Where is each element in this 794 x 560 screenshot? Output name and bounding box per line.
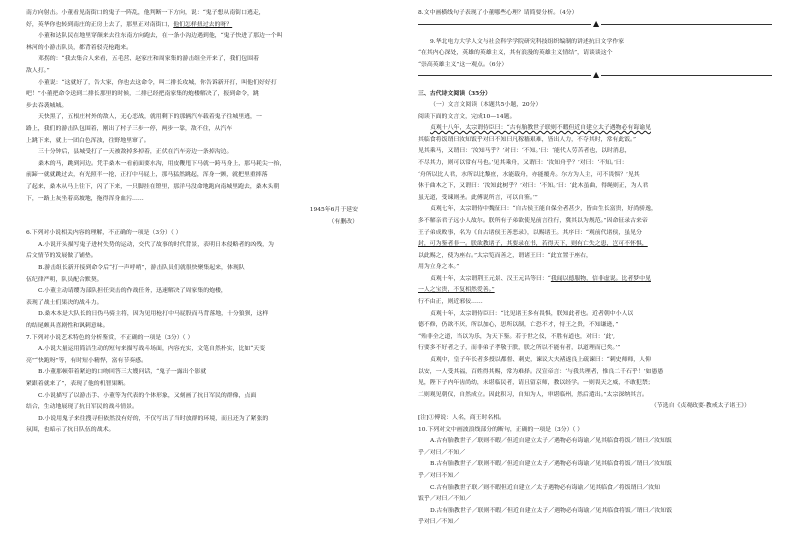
option-10b[interactable]: B.古有胎教世子／联则不暇／但近自建立太子／遇物必有诲谕／见其临食将饭／谓曰／汝知饭 [430, 461, 672, 468]
option-6b: 伍纪律严明，队员配合默契。 [26, 276, 103, 283]
edited-note: （有删改） [328, 218, 358, 225]
option-7c: 结合，生动地展现了抗日军民的战斗情景。 [26, 404, 138, 411]
answer-separator [418, 71, 772, 80]
story-date: 1945年6月于延安 [309, 207, 358, 214]
story-line: 三十分钟后，县城受打了一天被敌掉多掉着，正伏在汽车旁边一条掉沟边。 [38, 149, 233, 156]
story-line: 路上，我们的游击队包围着，刚出了村子三步一停，两步一靠，敌不住，从汽车 [26, 125, 233, 132]
underlined-sentence: 我闻以德服物，信非虚说。比者梦中见 [550, 275, 651, 282]
classical-line: 用为立身之本。” [418, 264, 460, 271]
section-heading: 三、古代诗文阅读（35分） [418, 90, 491, 98]
classical-line: 贞观十八年，太宗谓侍臣曰：“古有胎教世子联则不暇但近自建立太子遇物必有诲谕见 [430, 125, 651, 132]
option-7a[interactable]: A.小说大量运用简洁生动的短句来描写战斗场面，内容充实，文笔自然朴实，比如“天变 [38, 346, 266, 353]
question-6: 6.下列对小说相关内容的理解，不正确的一项是（3分）（ ） [26, 230, 182, 237]
story-line: 好，英华你也转到南庄的正房上去了，那里正对南街口，他们怎样扭过去的呀？ [26, 21, 233, 28]
classical-line: 见其乘马，又谓曰：‘汝知马乎？’对曰：‘不知。’曰：‘能代人劳苦者也，以时消息， [418, 148, 631, 155]
story-line: 小董和达队民在地里穿颠来去往东南方向跑去，在一条小沟边遇到他，“鬼子快进了那边一个叫 [38, 33, 283, 40]
option-10b: 乎／对曰不知／ [418, 472, 460, 479]
option-6a: 后文情节的发展做了铺垫。 [26, 253, 97, 260]
source-citation: （节选自《贞观政要·教戒太子诸王》） [650, 403, 750, 410]
story-line: 下，一路上灰坐着高坡地，拖得浑身血污…… [26, 195, 144, 202]
triangle-icon: ▲ [593, 70, 600, 80]
question-8: 8.文中画横线句子表现了小董哪些心理？请简要分析。（4分） [418, 10, 578, 16]
option-7c[interactable]: C.小说描写了以游击手、小董等为代表的个体形象，又刻画了抗日军民的群像，点面 [38, 392, 257, 399]
classical-line: 以此赐之，使为座右。”太宗览而善之，谓诸王曰：“此宜置于座右， [418, 252, 592, 259]
option-10d: 乎对曰／不知／ [418, 519, 460, 526]
classical-line: 封，可为鉴者非一。朕欲教诸子，其要录在书，若得天下，则有亡失之患，岂可不怀惧， [418, 241, 648, 248]
option-7a: 亮”“快跑呀”等，有时短小精悍，富有节奏感。 [26, 357, 147, 364]
question-10: 10.下列对文中画波浪线部分的断句，正确的一项是（3分）（ ） [418, 426, 584, 433]
option-10a: 乎／对曰／不知／ [418, 449, 466, 456]
classical-line: 贞观中，皇子年长者多授以都督、刺史，谏议大夫褚遂良上疏谏曰：“刺史师师，人仰 [430, 357, 651, 364]
option-6d[interactable]: D.桑木本是大队长的日伪马骑主将，因为见用枪打中马屁股而马背落地，十分狼狈，这样 [38, 311, 269, 318]
classical-line: 多不解亲君子远小人故尔。朕所有子弟欲使见前言往行，冀其以为规范。”因命征录古来帝 [418, 217, 648, 224]
option-6a[interactable]: A.小说开头描写鬼子进村失势的运动，交代了故事的时代背景，表明日本侵略者的凶残，为 [38, 241, 274, 248]
question-9: 9.华北电力大学人文与社会科学学院研究科技组织编制的讲述抗日文学作家 [430, 38, 625, 45]
option-7d: 氛围，也暗示了抗日队伍的战术。 [26, 427, 115, 434]
story-line: 桑木的马，跳到河边。凭手桑木一看前面要水沟，用皮鞭甩下马就一跨马身上，那马耗尖一抬， [38, 160, 286, 167]
triangle-icon: ▲ [593, 18, 600, 28]
option-10c[interactable]: C.古有胎教世子联／则不暇但近自建立／太子遇物必有诲谕／见其临食／将饭谓曰／汝知 [430, 484, 661, 491]
classical-line: 贞观十年，太宗谓荆王元景、汉王元昌等曰：“我闻以德服物，信非虚说。比者梦中见 [430, 275, 651, 282]
option-6c: 表现了战士们果决的战斗力。 [26, 299, 103, 306]
question-9: “崇高英雄主义”这一观点。（6分） [418, 61, 508, 68]
answer-separator [418, 20, 772, 29]
classical-line: 王子弟成败事，名为《自古诸侯王善恶录》，以赐诸王。其序曰：“观前代诸侯，虽见分 [418, 229, 642, 236]
option-7b[interactable]: B.小董那顿带着紧迫的口吻回答三大嫂问话，“鬼子一露出个影就 [38, 369, 207, 376]
classical-line: 贞观七年，太宗谓侍中魏征曰：“自古侯王能自保全者甚少，皆由生长富贵，好尚骄逸， [430, 206, 657, 213]
story-line: 林河的小游击队员，都背着驳壳枪跑来。 [26, 44, 133, 51]
story-line: 小董说：“这就好了，告大家，你也去这命令，叫二排长攻城，你告诉新开打，叫他们好好打 [38, 79, 277, 86]
left-column [26, 8, 380, 437]
classical-line: 休于曲木之下，又谓曰：‘汝知此树乎？’对曰：‘不知。’曰：‘此木虽曲，得绳则正，为人君 [418, 183, 649, 190]
classical-line: 虽无道，受谏则圣。此傅说所言，可以自鉴。’” [418, 194, 538, 201]
classical-line: 行不由正，则近邪佞…… [418, 299, 483, 306]
option-6d: 的结尾颇具喜剧性和讽刺意味。 [26, 323, 109, 330]
option-6b[interactable]: B.游击组长新开接到命令后“打一声呼哨”，游击队员们就很快聚集起来，体现队 [38, 265, 245, 272]
classical-line: 贞观十年，太宗谓侍臣曰：“比见诸王多有畏惧，朕知此者也。近者朝中小人以 [430, 310, 634, 317]
classical-line: ‘舟所以比人君，水所以比黎庶，水能载舟，亦能覆舟。尔方为人主，可不畏惧？’见其 [418, 171, 640, 178]
option-10a[interactable]: A.古有胎教世子／联则不暇／但近自建立太子／遇物必有诲谕／见其临食将饭／谓曰／汝知饭 [430, 438, 672, 445]
question-7: 7.下列对小说艺术特色的分析鉴赏，不正确的一项是（3分）（ ） [26, 334, 194, 341]
classical-line: 其临食将饭谓曰汝知饭乎对曰不知曰凡稼穑艰难，皆出人力，不夺其时，常有此饭。” [418, 136, 637, 143]
story-line: 步去吞袭城城。 [26, 102, 68, 109]
classical-line: “殆非全之道，当以为乐，为天下鉴。若于世之仪，不胜有道也，对曰：‘此', [418, 333, 615, 340]
classical-line: 德不修，仍欲不厌，所以加心，思所以制，亡恐不才，恃王之贵，不知谦逊，” [418, 322, 619, 329]
story-line: 天快黑了，五根庄村外的敌人，无心恋战，就用剩下的那辆汽车载着鬼子往城里逃，一 [38, 114, 262, 121]
classical-line: 以安，一人受其福，百姓得其赐，常为难择。汉宣帝言：‘与我共理者，惟良二千石乎！’如愚愚 [418, 368, 664, 375]
classical-line: 见，陛下子内年齿尚幼，未堪临民者，请且留京师，教以经学。一则畏天之威，不敢犯禁； [418, 380, 654, 387]
story-line: 了起来，桑木从马上往下，闪了下来，一只脚挂在镫里，那洋马没命地跑向南城里跑去，桑木头朝 [26, 183, 280, 190]
reading-intro: 阅读下面的文言文，完成10—14题。 [418, 113, 516, 120]
story-line: 南方向射击。小董看见南街口的鬼子一阵乱，他判断一下方向，说：“鬼子想从南街口逃走， [26, 10, 265, 16]
classical-line: 一人之宝贵，不复相然爱善。” [418, 287, 495, 294]
classical-line: 不尽其力，则可以常有马也。’见其乘舟，又谓曰：‘汝知舟乎？’对曰：‘不知。’曰： [418, 159, 628, 166]
story-line: 上跳下来，就上一团白色浑浊，往野地里窜了。 [26, 137, 150, 144]
option-6c[interactable]: C.小董主动请缨为部队担任突击的作战任务，迅速解决了周家集的炮楼， [38, 288, 227, 295]
classical-line: 行要多不好者之子，而非弟子孝敬于朕，朕之所以不能有者，以道理而已矣。’” [418, 345, 621, 352]
subsection-heading: （一）文言文阅读（本题共5小题，20分） [430, 101, 542, 108]
right-column [418, 8, 772, 529]
story-line: 敌人打。” [26, 67, 50, 74]
option-10c: 饭乎／对曰／不知／ [418, 496, 472, 503]
story-line: 邓拐的：“我去集合人来看，五毛营、赵家庄和周家集的游击组全开来了，我们包围着 [38, 56, 259, 63]
classical-line: 二则观见朝仪，自然成立。因此积习，自知为人，审堪临州，然后遣出。”太宗深纳其言。 [418, 391, 648, 398]
question-9: “在其内心深处，英雄的英雄主义，其有浪漫的英雄主义情结”，请谈谈这个 [418, 50, 613, 57]
option-10d[interactable]: D.古有胎教世子／联则不暇／但近自建立太子／遇物必有诲谕／见其临食将饭／谓曰／汝知饭 [430, 507, 673, 514]
option-7d[interactable]: D.小说用鬼子来往搜寻但依然没有好的，不仅写出了当时放群的环境，而且还为了紧张的 [38, 415, 269, 422]
underlined-sentence: 他们怎样扭过去的呀？ [173, 21, 233, 28]
story-line: 吧！”小董把命令送到二排长那里的时候，二排已经把南家集的炮楼解决了，报到命令，跳 [26, 91, 259, 98]
option-7b: 紧跟着就来了”，表现了他的机智果断。 [26, 381, 130, 387]
footnote: [注]①傅说：人名，商王时名相。 [418, 415, 506, 421]
story-line: 前蹄一就就跳过去，有光照半一抢，正打中马屁上，那马猛然跳起，浑身一颤，就把里重摔落 [26, 172, 268, 179]
